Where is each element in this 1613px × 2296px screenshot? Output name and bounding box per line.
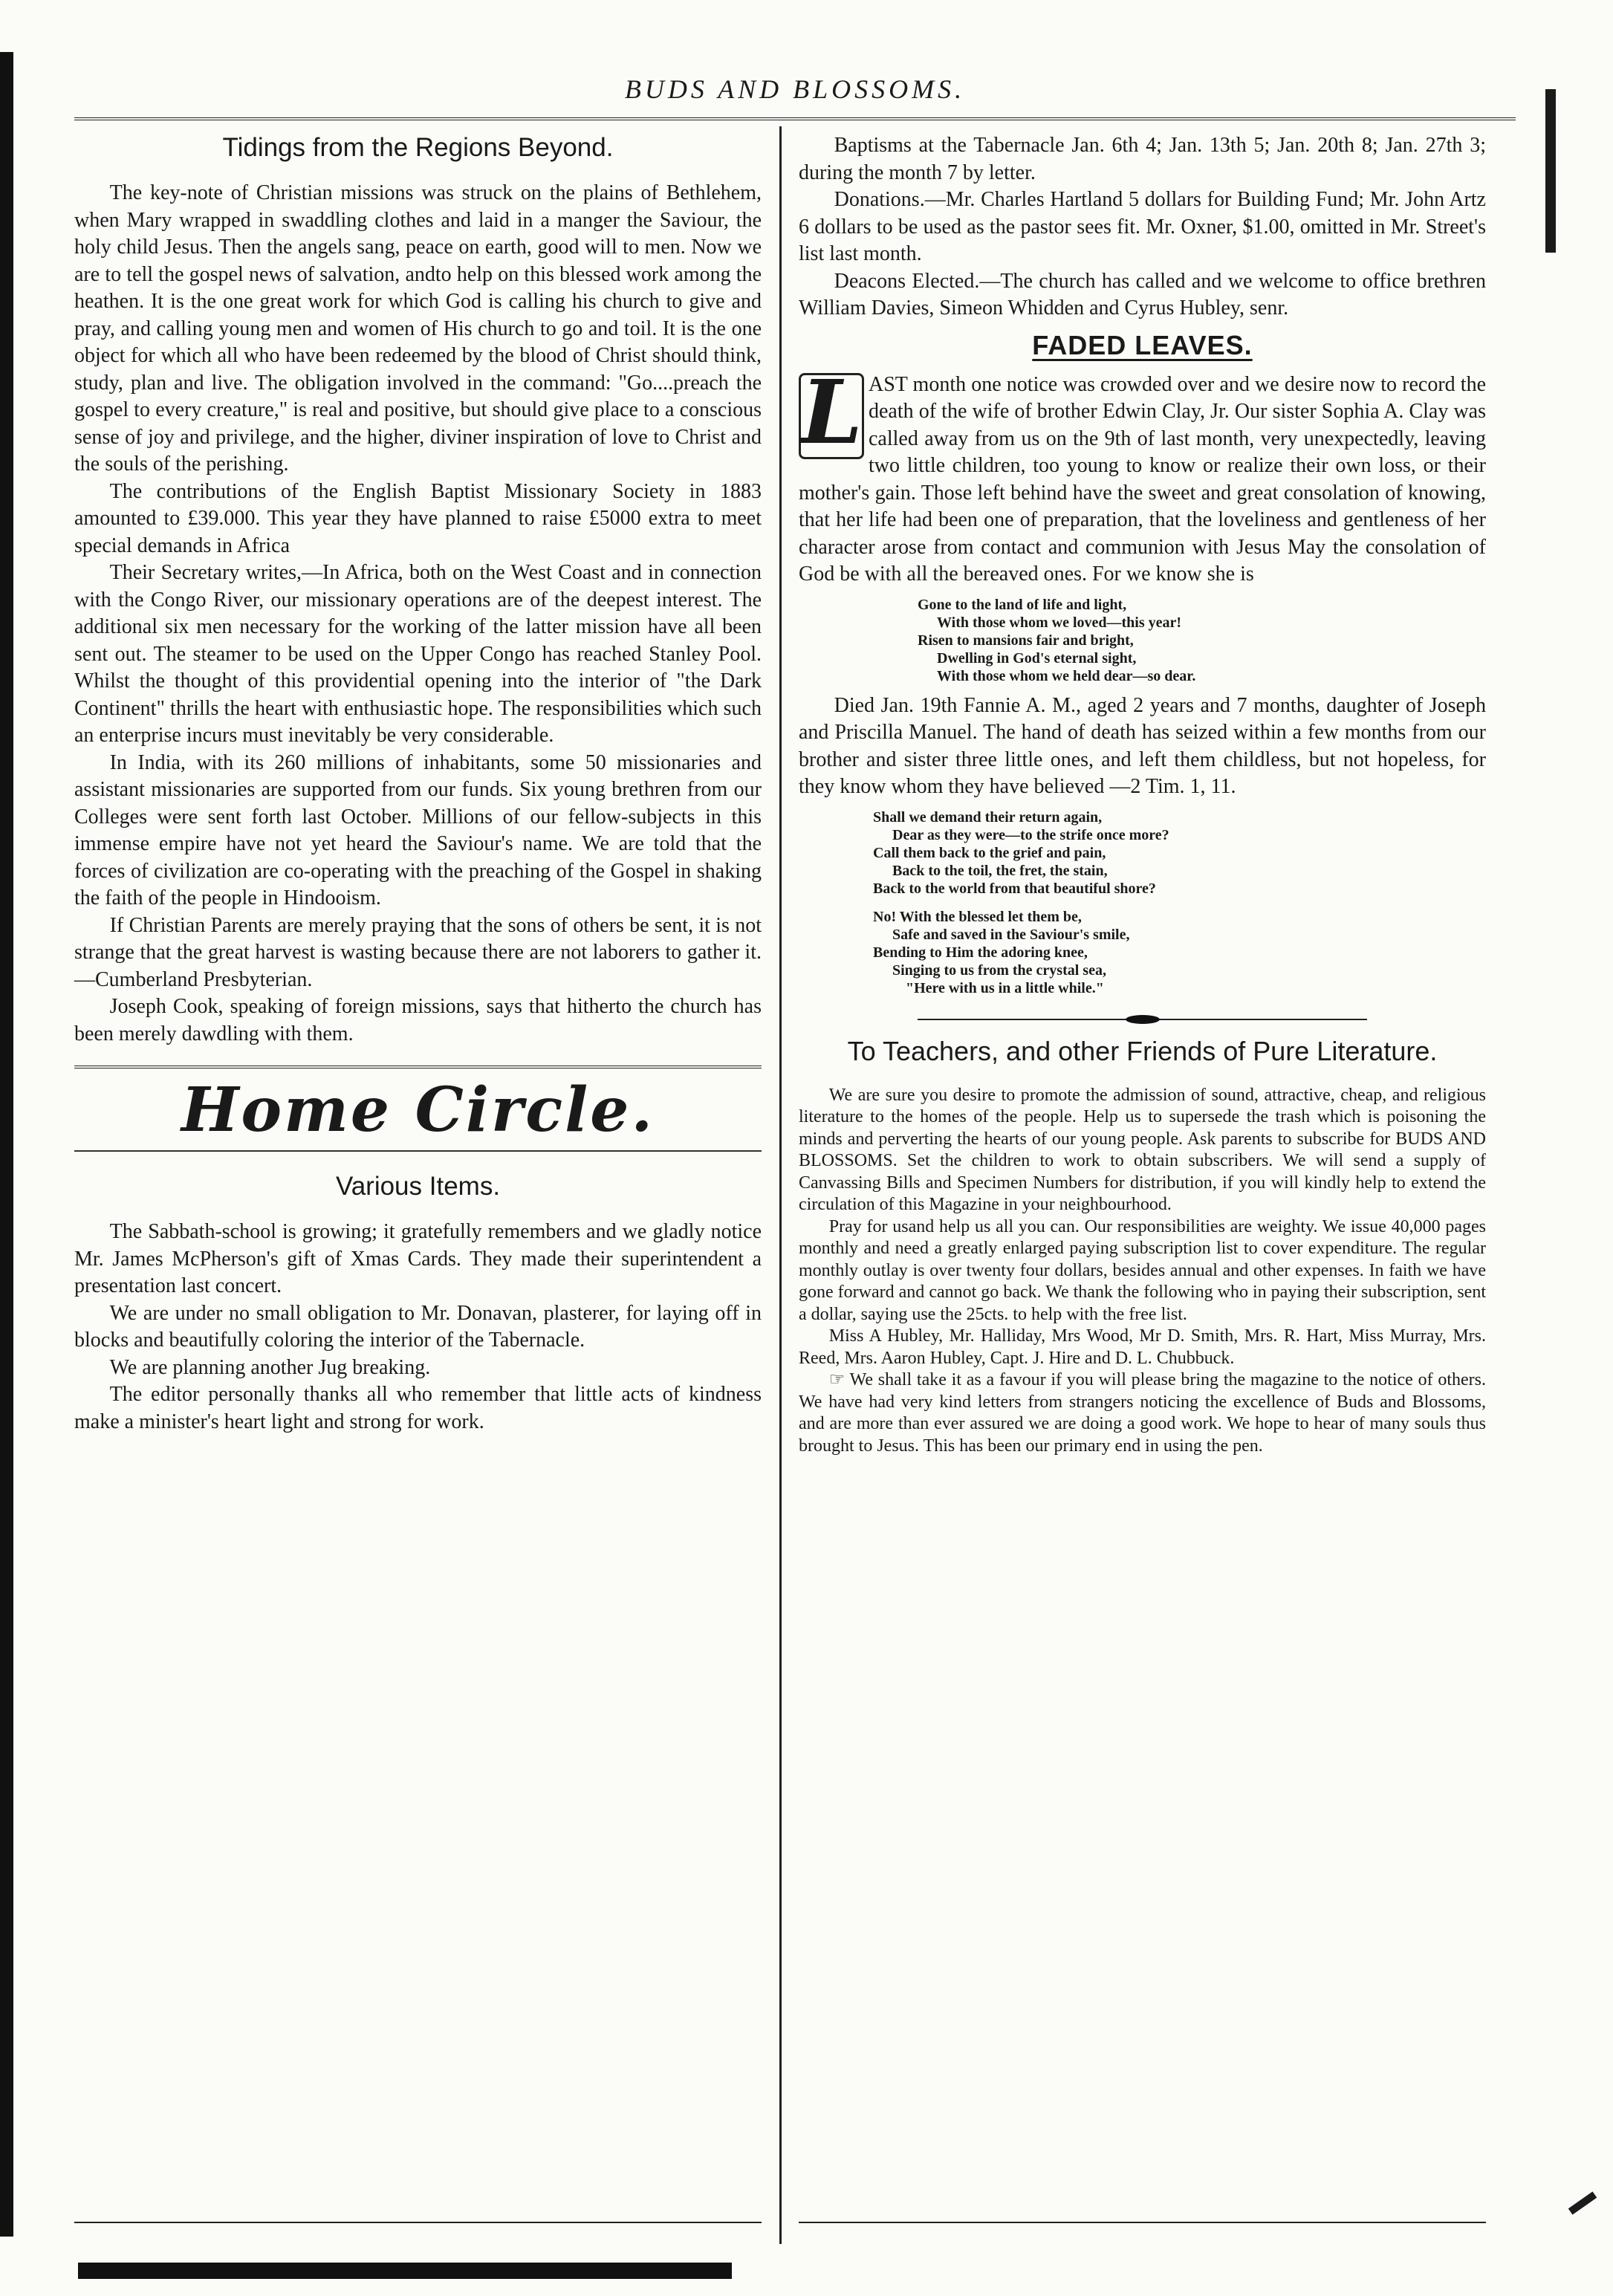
notice-paragraph: Deacons Elected.—The church has called and we welcome to office brethren William Davies, Simeon Whidden and Cyrus Hubley, senr. (799, 269, 1486, 320)
tidings-paragraph: Joseph Cook, speaking of foreign missions, says that hitherto the church has been merely dawdling with them. (74, 995, 762, 1045)
poem-stanza (873, 808, 1486, 997)
home-circle-title: Home Circle. (181, 1074, 655, 1146)
obituary-paragraph (799, 360, 1486, 588)
teachers-paragraph: We are sure you desire to promote the admission of sound, attractive, cheap, and religious literature to the homes of the people. Help us to supersede the trash which is poisoning the minds and perverting the hearts of our young people. Ask parents to subscribe for BUDS AND BLOSSOMS. Set the children to work to obtain subscribers. We will send a supply of Canvassing Bills and Specimen Numbers for distribution, if you will kindly help to extend the circulation of this Magazine in your neighbourhood. (799, 1085, 1486, 1214)
poem-line: Singing to us from the crystal sea, (892, 961, 1106, 979)
poem-line: Dear as they were—to the strife once more? (892, 826, 1169, 843)
tidings-paragraph: The key-note of Christian missions was struck on the plains of Bethlehem, when Mary wrapped in swaddling clothes and laid in a manger the Saviour, the holy child Jesus. Then the angels sang, peace on earth, good will to men. Now we are to tell the gospel news of salvation, andto help on this blessed work among the heathen. It is the one great work for which God is calling his church to give and pray, and calling young men and women of His church to go and toil. It is the one object for which all who have been redeemed by the blood of Christ should think, study, plan and live. The obligation involved in the command: "Go....preach the gospel to every creature," is real and positive, but should give place to a conscious sense of joy and privilege, and the higher, diviner inspiration of love to Christ and the souls of the perishing. (74, 181, 762, 476)
teachers-heading: To Teachers, and other Friends of Pure Literature. (847, 1035, 1438, 1066)
running-header: BUDS AND BLOSSOMS. (624, 74, 966, 104)
poem-line: Call them back to the grief and pain, (873, 844, 1106, 861)
margin-mark (1545, 89, 1556, 253)
ornament-rule (799, 1015, 1486, 1024)
poem-line: Back to the toil, the fret, the stain, (892, 862, 1108, 879)
header-rule (74, 117, 1516, 120)
obituary-text: AST month one notice was crowded over and we desire now to record the death of the wife of brother Edwin Clay, Jr. Our sister Sophia A. Clay was called away from us on the 9th of last month, very unexpectedly, leaving two little children, too young to know or realize their own loss, or their mother's gain. Those left behind have the sweet and great consolation of knowing, that her life had been one of preparation, that the loveliness and gentleness of her character arose from contact and communion with Jesus May the consolation of God be with all the bereaved ones. For we know she is (799, 372, 1486, 586)
left-column (74, 132, 762, 1436)
poem-line: With those whom we loved—this year! (937, 614, 1182, 631)
bottom-rule (74, 2222, 762, 2223)
bottom-rule (799, 2222, 1486, 2223)
tidings-paragraph: In India, with its 260 millions of inhabitants, some 50 missionaries and assistant missionaries are supported from our funds. Six young brethren from our Colleges were sent forth last October. Millions of our fellow-subjects in this immense empire have not yet heard the Saviour's name. We are told that the forces of civilization are co-operating with the preaching of the Gospel in shaking the faith of the people in Hindooism. (74, 750, 762, 909)
faded-leaves-article (799, 330, 1486, 997)
item-paragraph: The editor personally thanks all who remember that little acts of kindness make a minister's heart light and strong for work. (74, 1383, 762, 1433)
item-paragraph: We are planning another Jug breaking. (109, 1355, 431, 1379)
drop-cap: L (799, 373, 864, 459)
teachers-article (799, 1036, 1486, 1458)
section-rule (74, 1066, 762, 1068)
margin-mark (1568, 2191, 1597, 2214)
scan-edge-bottom (78, 2263, 732, 2279)
poem-stanza (918, 596, 1486, 685)
various-items-heading: Various Items. (335, 1172, 501, 1201)
church-notices (799, 132, 1486, 322)
column-divider (779, 126, 782, 2244)
notice-paragraph: Donations.—Mr. Charles Hartland 5 dollars for Building Fund; Mr. John Artz 6 dollars to be used as the pastor sees fit. Mr. Oxner, $1.00, omitted in Mr. Street's list last month. (799, 188, 1486, 265)
poem-line: Safe and saved in the Saviour's smile, (892, 926, 1130, 943)
tidings-heading: Tidings from the Regions Beyond. (222, 133, 614, 162)
tidings-paragraph: If Christian Parents are merely praying that the sons of others be sent, it is not strange that the great harvest is wasting because there are not laborers to gather it.—Cumberland Presbyterian. (74, 913, 762, 991)
scan-edge-left (0, 52, 13, 2237)
tidings-article (74, 132, 762, 1048)
notice-paragraph: Baptisms at the Tabernacle Jan. 6th 4; Jan. 13th 5; Jan. 20th 8; Jan. 27th 3; during the month 7 by letter. (799, 134, 1486, 184)
poem-line: With those whom we held dear—so dear. (937, 667, 1196, 684)
poem-line: Dwelling in God's eternal sight, (937, 649, 1137, 667)
poem-line: Risen to mansions fair and bright, (918, 632, 1134, 649)
poem-line: Back to the world from that beautiful shore? (873, 880, 1156, 897)
faded-leaves-heading: FADED LEAVES. (1032, 329, 1253, 360)
various-items-article (74, 1171, 762, 1436)
poem-line: No! With the blessed let them be, (873, 908, 1082, 925)
death-notice: Died Jan. 19th Fannie A. M., aged 2 years and 7 months, daughter of Joseph and Priscilla Manuel. The hand of death has seized within a few months from our brother and sister three little ones, and left them childless, but not hopeless, for they know whom they have believed —2 Tim. 1, 11. (799, 693, 1486, 798)
item-paragraph: We are under no small obligation to Mr. Donavan, plasterer, for laying off in blocks and beautifully coloring the interior of the Tabernacle. (74, 1301, 762, 1352)
teachers-paragraph: ☞ We shall take it as a favour if you will please bring the magazine to the notice of others. We have had very kind letters from strangers noticing the excellence of Buds and Blossoms, and are more than ever assured we are doing a good work. We hope to hear of many souls thus brought to Jesus. This has been our primary end in using the pen. (799, 1370, 1486, 1456)
newspaper-page (74, 74, 1516, 2244)
teachers-paragraph: Pray for usand help us all you can. Our responsibilities are weighty. We issue 40,000 pages monthly and need a greatly enlarged paying subscription list to cover expenditure. The regular monthly outlay is over twenty four dollars, besides annual and other expenses. In faith we have gone forward and cannot go back. We thank the following who in paying their subscription, sent a dollar, saying use the 25cts. to help with the free list. (799, 1216, 1486, 1324)
poem-line: Shall we demand their return again, (873, 808, 1103, 826)
poem-line: Gone to the land of life and light, (918, 596, 1127, 613)
poem-line: Bending to Him the adoring knee, (873, 944, 1088, 961)
right-column (799, 132, 1486, 1457)
tidings-paragraph: The contributions of the English Baptist Missionary Society in 1883 amounted to £39.000. This year they have planned to raise £5000 extra to meet special demands in Africa (74, 479, 762, 557)
tidings-paragraph: Their Secretary writes,—In Africa, both on the West Coast and in connection with the Congo River, our missionary operations are of the deepest interest. The additional six men necessary for the working of the latter mission have all been sent out. The steamer to be used on the Upper Congo has reached Stanley Pool. Whilst the thought of this providential opening into the interior of "the Dark Continent" thrills the heart with enthusiastic hope. The responsibilities which such an enterprise incurs must inevitably be very considerable. (74, 561, 762, 747)
teachers-paragraph: Miss A Hubley, Mr. Halliday, Mrs Wood, Mr D. Smith, Mrs. R. Hart, Miss Murray, Mrs. Reed, Mrs. Aaron Hubley, Capt. J. Hire and D. L. Chubbuck. (799, 1326, 1486, 1368)
item-paragraph: The Sabbath-school is growing; it gratefully remembers and we gladly notice Mr. James McPherson's gift of Xmas Cards. They made their superintendent a presentation last concert. (74, 1220, 762, 1297)
section-rule (74, 1150, 762, 1152)
poem-line: "Here with us in a little while." (906, 979, 1104, 996)
